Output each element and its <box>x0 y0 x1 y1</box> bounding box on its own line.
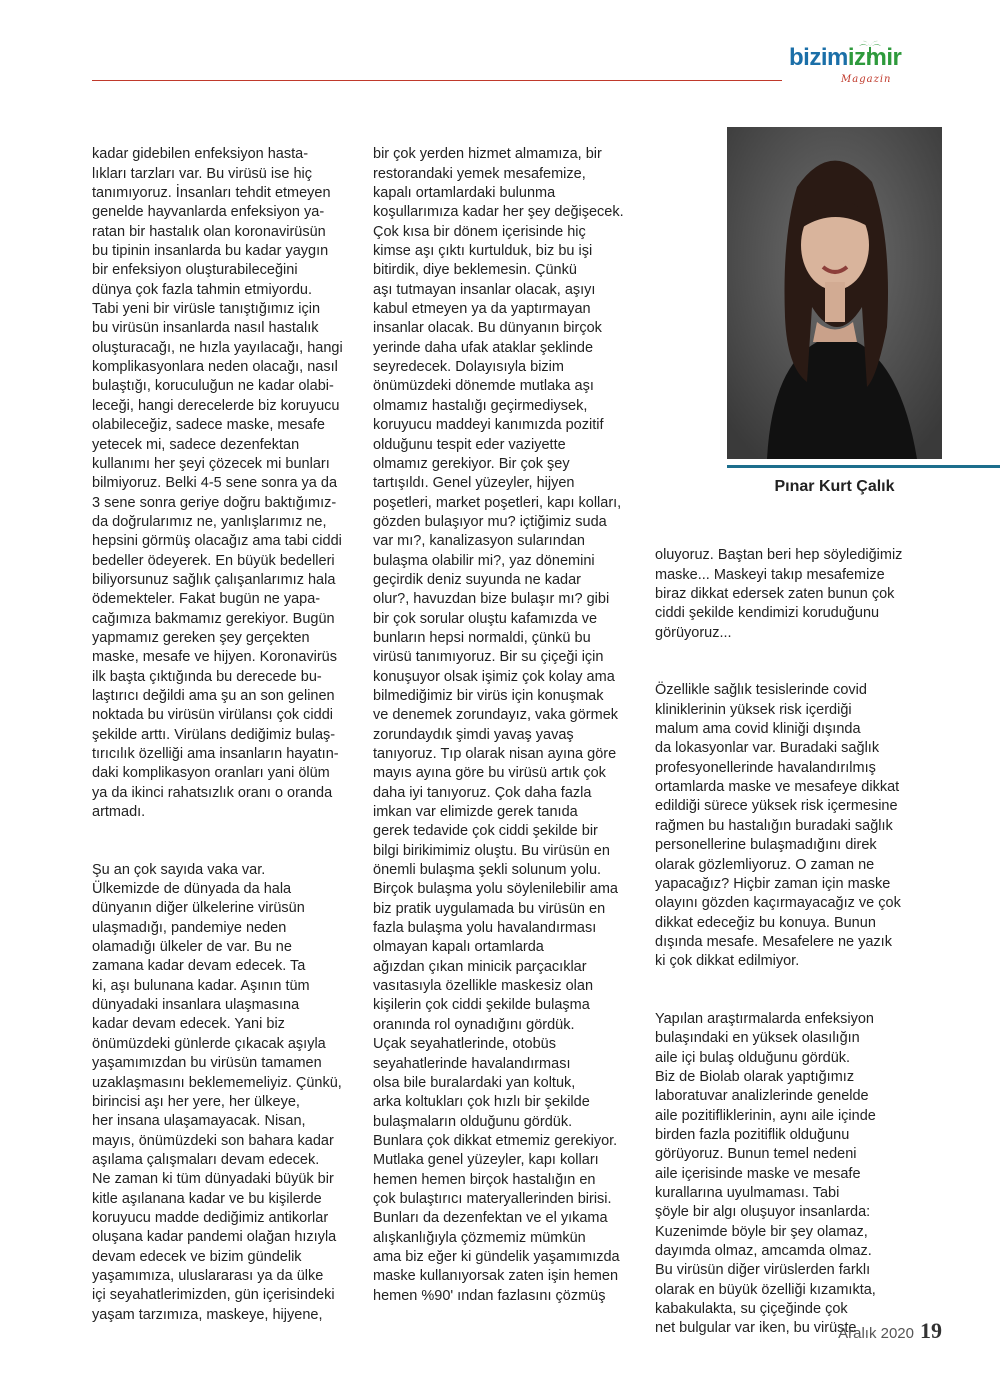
paragraph: oluyoruz. Baştan beri hep söylediğimiz maske... Maskeyi takıp mesafemize biraz dikkat edersek zaten bunun çok ciddi şekilde kendimizi koruduğunu görüyoruz... <box>655 547 903 641</box>
issue-date: Aralık 2020 <box>838 1325 914 1342</box>
page-footer <box>838 1318 942 1344</box>
portrait-photo <box>727 127 942 459</box>
header-rule <box>92 80 782 81</box>
logo-alt-text: izmir <box>847 44 902 71</box>
logo-main-text: bizim <box>789 44 848 71</box>
magazine-logo[interactable] <box>789 46 929 96</box>
article-column-1 <box>92 126 357 1344</box>
paragraph: bir çok yerden hizmet almamıza, bir restorandaki yemek mesafemize, kapalı ortamlardaki bulunma koşullarımıza kadar her şey değişecek. Çok kısa bir dönem içerisinde hiç kimse aşı çıktı kurtulduk, biz bu işi bitirdik, diye beklemesin. Çünkü aşı tutmayan insanlar olacak, aşıyı kabul etmeyen ya da yaptırmayan insanlar olacak. Bu dünyanın birçok yerinde daha ufak ataklar şeklinde seyredecek. Dolayısıyla bizim önümüzdeki dönemde mutlaka aşı olmamız hastalığı geçirmediysek, koruyucu maddeyi kanımızda pozitif olduğunu tespit eder vaziyette olmamız gerekiyor. Bir çok şey tartışıldı. Genel yüzeyler, hijyen poşetleri, market poşetleri, kapı kolları, gözden bulaşıyor mu? içtiğimiz suda var mı?, kanalizasyon sularından bulaşma olabilir mi?, yaz dönemini geçirdik deniz suyunda ne kadar olur?, havuzdan bize bulaşır mı? gibi bir çok sorular oluştu kafamızda ve bunların hepsi normaldi, çünkü bu virüsü tanımıyoruz. Bir su çiçeği için konuşuyor olsak işimiz çok kolay ama bilmediğimiz bir virüs için konuşmak ve denemek zorundayız, vaka görmek zorundaydık şimdi yavaş yavaş tanıyoruz. Tıp olarak nisan ayına göre mayıs ayına göre bu virüsü artık çok daha iyi tanıyoruz. Çok daha fazla imkan var elimizde gerek tanıda gerek tedavide çok ciddi şekilde bir bilgi birikimimiz oluştu. Bu virüsün en önemli bulaşma şekli solunum yolu. Birçok bulaşma yolu söylenilebilir ama biz pratik uygulamada bu virüsün en fazla bulaşma yolu havalandırması olmayan kapalı ortamlarda ağızdan çıkan minicik parçacıklar vasıtasıyla özellikle maskesiz olan kişilerin çok ciddi şekilde bulaşma oranında rol oynadığını gördük. Uçak seyahatlerinde, otobüs seyahatlerinde havalandırması olsa bile buralardaki yan koltuk, arka koltukları çok hızlı bir şekilde bulaşmaların olduğunu gördük. Bunlara çok dikkat etmemiz gerekiyor. Mutlaka genel yüzeyler, kapı kolları hemen hemen birçok hastalığın en çok bulaştırıcı materyallerinden birisi. Bunları da dezenfektan ve el yıkama alışkanlığıyla çözmemiz mümkün ama biz eğer ki gündelik yaşamımızda maske kullanıyorsak zaten işin hemen hemen %90' ından fazlasını çözmüş <box>373 146 624 1304</box>
photo-caption: Pınar Kurt Çalık <box>774 478 895 495</box>
palm-tree-icon <box>859 40 881 58</box>
logo-subtitle: Magazin <box>841 74 892 85</box>
paragraph: Şu an çok sayıda vaka var. Ülkemizde de dünyada da hala dünyanın diğer ülkelerine virüsün ulaşmadığı, pandemiye neden olamadığı ülkeler de var. Bu ne zamana kadar devam edecek. Ta ki, aşı bulunana kadar. Aşının tüm dünyadaki insanlara ulaşmasına kadar devam edecek. Yani biz önümüzdeki günlerde çıkacak aşıyla yaşamımızdan bu virüsün tamamen uzaklaşmasını beklememeliyiz. Çünkü, birincisi aşı her yere, her ülkeye, her insana ulaşamayacak. Nisan, mayıs, önümüzdeki son bahara kadar aşılama çalışmaları devam edecek. Ne zaman ki tüm dünyadaki büyük bir kitle aşılanana kadar ve bu kişilerde koruyucu madde dediğimiz antikorlar oluşana kadar pandemi olağan hızıyla devam edecek ve bizim gündelik yaşamımıza, uluslararası ya da ülke içi seyahatlerimizden, gün içerisindeki yaşam tarzımıza, maskeye, hijyene, <box>92 861 342 1323</box>
paragraph: Yapılan araştırmalarda enfeksiyon bulaşındaki en yüksek olasılığın aile içi bulaş olduğunu gördük. Biz de Biolab olarak yaptığımız laboratuvar analizlerinde genelde aile pozitifliklerinin, aynı aile içinde birden fazla pozitiflik olduğunu görüyoruz. Bunun temel nedeni aile içerisinde maske ve mesafe kurallarına uyulmaması. Tabi şöyle bir algı oluşuyor insanlarda: Kuzenimde böyle bir şey olamaz, dayımda olmaz, amcamda olmaz. Bu virüsün diğer virüslerden farklı olarak en büyük özelliği kızamıkta, kabakulakta, su çiçeğinde çok net bulgular var iken, bu virüste <box>655 1010 876 1337</box>
portrait-illustration <box>727 127 942 459</box>
page-number: 19 <box>920 1318 942 1343</box>
paragraph: kadar gidebilen enfeksiyon hasta- lıkları tarzları var. Bu virüsü ise hiç tanımıyoruz. İnsanları tehdit etmeyen genelde hayvanlarda enfeksiyon ya- ratan bir hastalık olan koronavirüsün bu tipinin insanlarda bu kadar yaygın bir enfeksiyon oluşturabileceğini dünya çok fazla tahmin etmiyordu. Tabi yeni bir virüsle tanıştığımız için bu virüsün insanlarda nasıl hastalık oluşturacağı, ne hızla yayılacağı, hangi komplikasyonlara neden olacağı, nasıl bulaştığı, koruculuğun ne kadar olabi- leceği, hangi derecelerde biz koruyucu olabileceğiz, sadece maske, mesafe yetecek mi, sadece dezenfektan kullanımı her şeyi çözecek mi bunları bilmiyoruz. Belki 4-5 sene sonra ya da 3 sene sonra geriye doğru baktığımız- da doğrularımız ne, yanlışlarımız ne, hepsini görmüş olacağız ama tabi ciddi bedeller ödeyerek. En büyük bedelleri biliyorsunuz sağlık çalışanlarımız hala ödemekteler. Fakat bugün ne yapa- cağımıza bakmamız gerekiyor. Bugün yapmamız gereken şey gerçekten maske, mesafe ve hijyen. Koronavirüs ilk başta çıktığında bu derecede bu- laştırıcı değildi ama şu an son gelinen noktada bu virüsün virülansı çok ciddi şekilde arttı. Virülans dediğimiz bulaş- tırıcılık özelliği ama insanların hayatın- daki komplikasyon oranları yani ölüm ya da ikinci rahatsızlık oranı o oranda artmadı. <box>92 146 343 821</box>
article-column-2 <box>373 126 639 1325</box>
paragraph: Özellikle sağlık tesislerinde covid kliniklerinin yüksek risk içerdiği malum ama covid kliniği dışında da lokasyonlar var. Buradaki sağlık profesyonellerinde havalandırılmış ortamlarda maske ve mesafeye dikkat edildiği sürece yüksek risk içermesine rağmen bu hastalığın buradaki sağlık personellerine bulaşmadığını direk olarak gözlemliyoruz. O zaman ne yapacağız? Hiçbir zaman için maske olayını gözden kaçırmayacağız ve çok dikkat edeceğiz bu konuya. Bunun dışında mesafe. Mesafelere ne yazık ki çok dikkat edilmiyor. <box>655 682 901 970</box>
article-column-3 <box>655 527 930 1358</box>
caption-rule <box>727 465 1000 468</box>
